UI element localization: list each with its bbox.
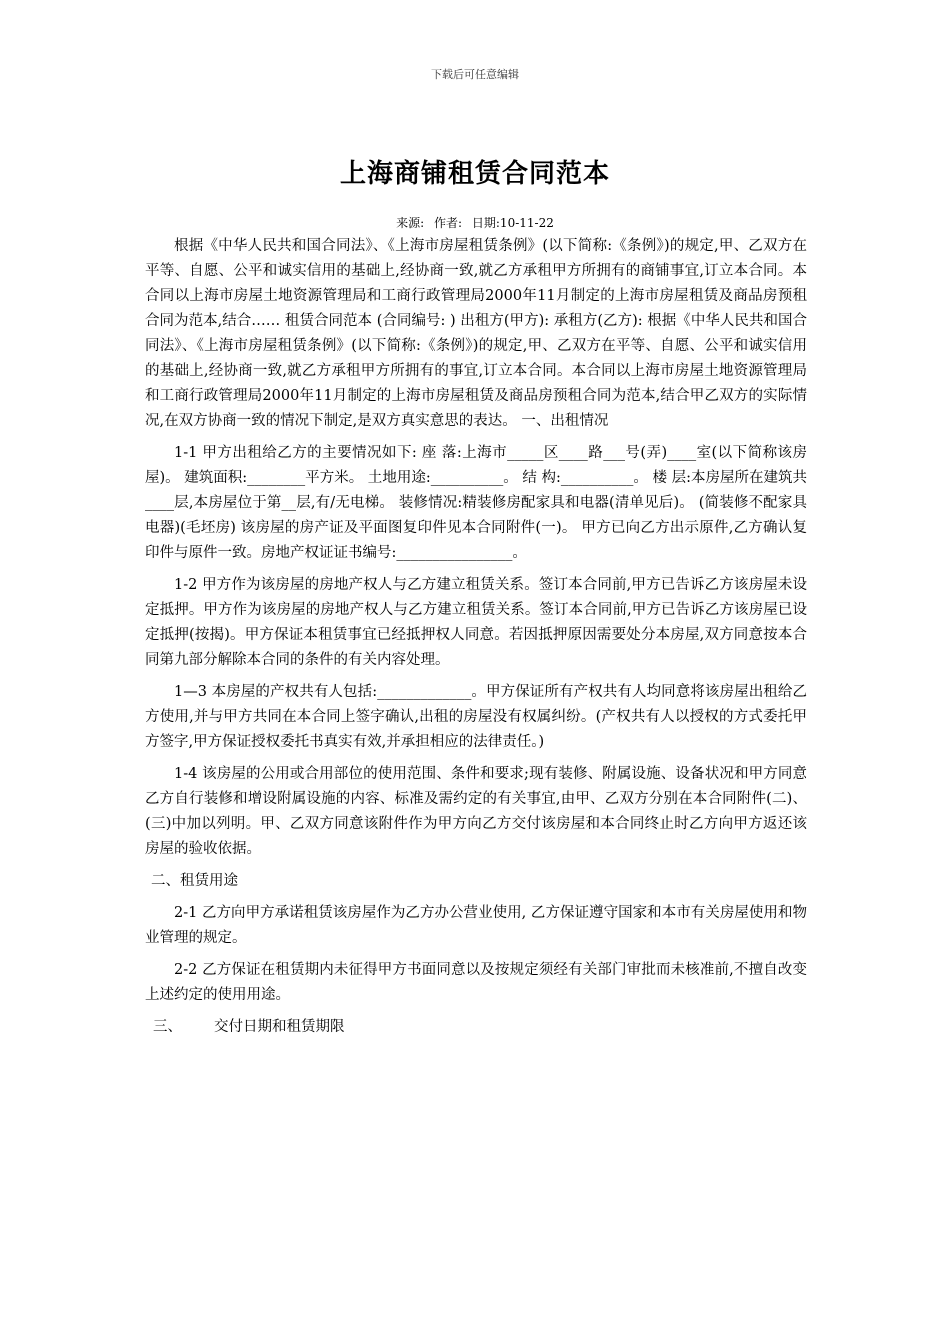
document-body <box>145 234 807 1047</box>
paragraph-1-1: 1-1 甲方出租给乙方的主要情况如下: 座 落:上海市_____区____路___号(弄)____室(以下简称该房屋)。 建筑面积:________平方米。 土地用途:__________。 结 构:__________。 楼 层:本房屋所在建筑共____层,本房屋位于第__层,有/无电梯。 装修情况:精装修房配家具和电器(清单见后)。 (简装修不配家具电器)(毛坯房) 该房屋的房产证及平面图复印件见本合同附件(一)。 甲方已向乙方出示原件,乙方确认复印件与原件一致。房地产权证证书编号:________________。 <box>145 445 807 561</box>
paragraph-2-2: 2-2 乙方保证在租赁期内未征得甲方书面同意以及按规定须经有关部门审批而未核准前,不擅自改变上述约定的使用用途。 <box>145 962 807 1003</box>
paragraph-1-2: 1-2 甲方作为该房屋的房地产权人与乙方建立租赁关系。签订本合同前,甲方已告诉乙方该房屋未设定抵押。甲方作为该房屋的房地产权人与乙方建立租赁关系。签订本合同前,甲方已告诉乙方该房屋已设定抵押(按揭)。甲方保证本租赁事宜已经抵押权人同意。若因抵押原因需要处分本房屋,双方同意按本合同第九部分解除本合同的条件的有关内容处理。 <box>145 577 807 668</box>
paragraph-intro: 根据《中华人民共和国合同法》、《上海市房屋租赁条例》(以下简称:《条例》)的规定,甲、乙双方在平等、自愿、公平和诚实信用的基础上,经协商一致,就乙方承租甲方所拥有的商铺事宜,订立本合同。本合同以上海市房屋土地资源管理局和工商行政管理局2000年11月制定的上海市房屋租赁及商品房预租合同为范本,结合…… 租赁合同范本 (合同编号: ) 出租方(甲方): 承租方(乙方): 根据《中华人民共和国合同法》、《上海市房屋租赁条例》(以下简称:《条例》)的规定,甲、乙双方在平等、自愿、公平和诚实信用的基础上,经协商一致,就乙方承租甲方所拥有的事宜,订立本合同。本合同以上海市房屋土地资源管理局和工商行政管理局2000年11月制定的上海市房屋租赁及商品房预租合同为范本,结合甲乙双方的实际情况,在双方协商一致的情况下制定,是双方真实意思的表达。 一、出租情况 <box>145 238 807 429</box>
paragraph-1-3: 1—3 本房屋的产权共有人包括:_____________。甲方保证所有产权共有人均同意将该房屋出租给乙方使用,并与甲方共同在本合同上签字确认,出租的房屋没有权属纠纷。(产权共有人以授权的方式委托甲方签字,甲方保证授权委托书真实有效,并承担相应的法律责任。) <box>145 684 807 750</box>
section-3-number: 三、 <box>153 1019 182 1035</box>
document-meta <box>0 214 950 231</box>
header-note: 下载后可任意编辑 <box>431 68 519 81</box>
section-3-text: 交付日期和租赁期限 <box>214 1019 345 1035</box>
section-heading-3 <box>145 1015 807 1040</box>
section-heading-2: 二、租赁用途 <box>151 873 238 889</box>
meta-author: 作者: <box>434 216 463 230</box>
meta-date: 日期:10-11-22 <box>471 216 554 230</box>
paragraph-1-4: 1-4 该房屋的公用或合用部位的使用范围、条件和要求;现有装修、附属设施、设备状况和甲方同意乙方自行装修和增设附属设施的内容、标准及需约定的有关事宜,由甲、乙双方分别在本合同附件(二)、(三)中加以列明。甲、乙双方同意该附件作为甲方向乙方交付该房屋和本合同终止时乙方向甲方返还该房屋的验收依据。 <box>145 766 807 857</box>
document-title: 上海商铺租赁合同范本 <box>339 159 610 189</box>
paragraph-2-1: 2-1 乙方向甲方承诺租赁该房屋作为乙方办公营业使用, 乙方保证遵守国家和本市有关房屋使用和物业管理的规定。 <box>145 905 807 946</box>
meta-source: 来源: <box>396 216 425 230</box>
